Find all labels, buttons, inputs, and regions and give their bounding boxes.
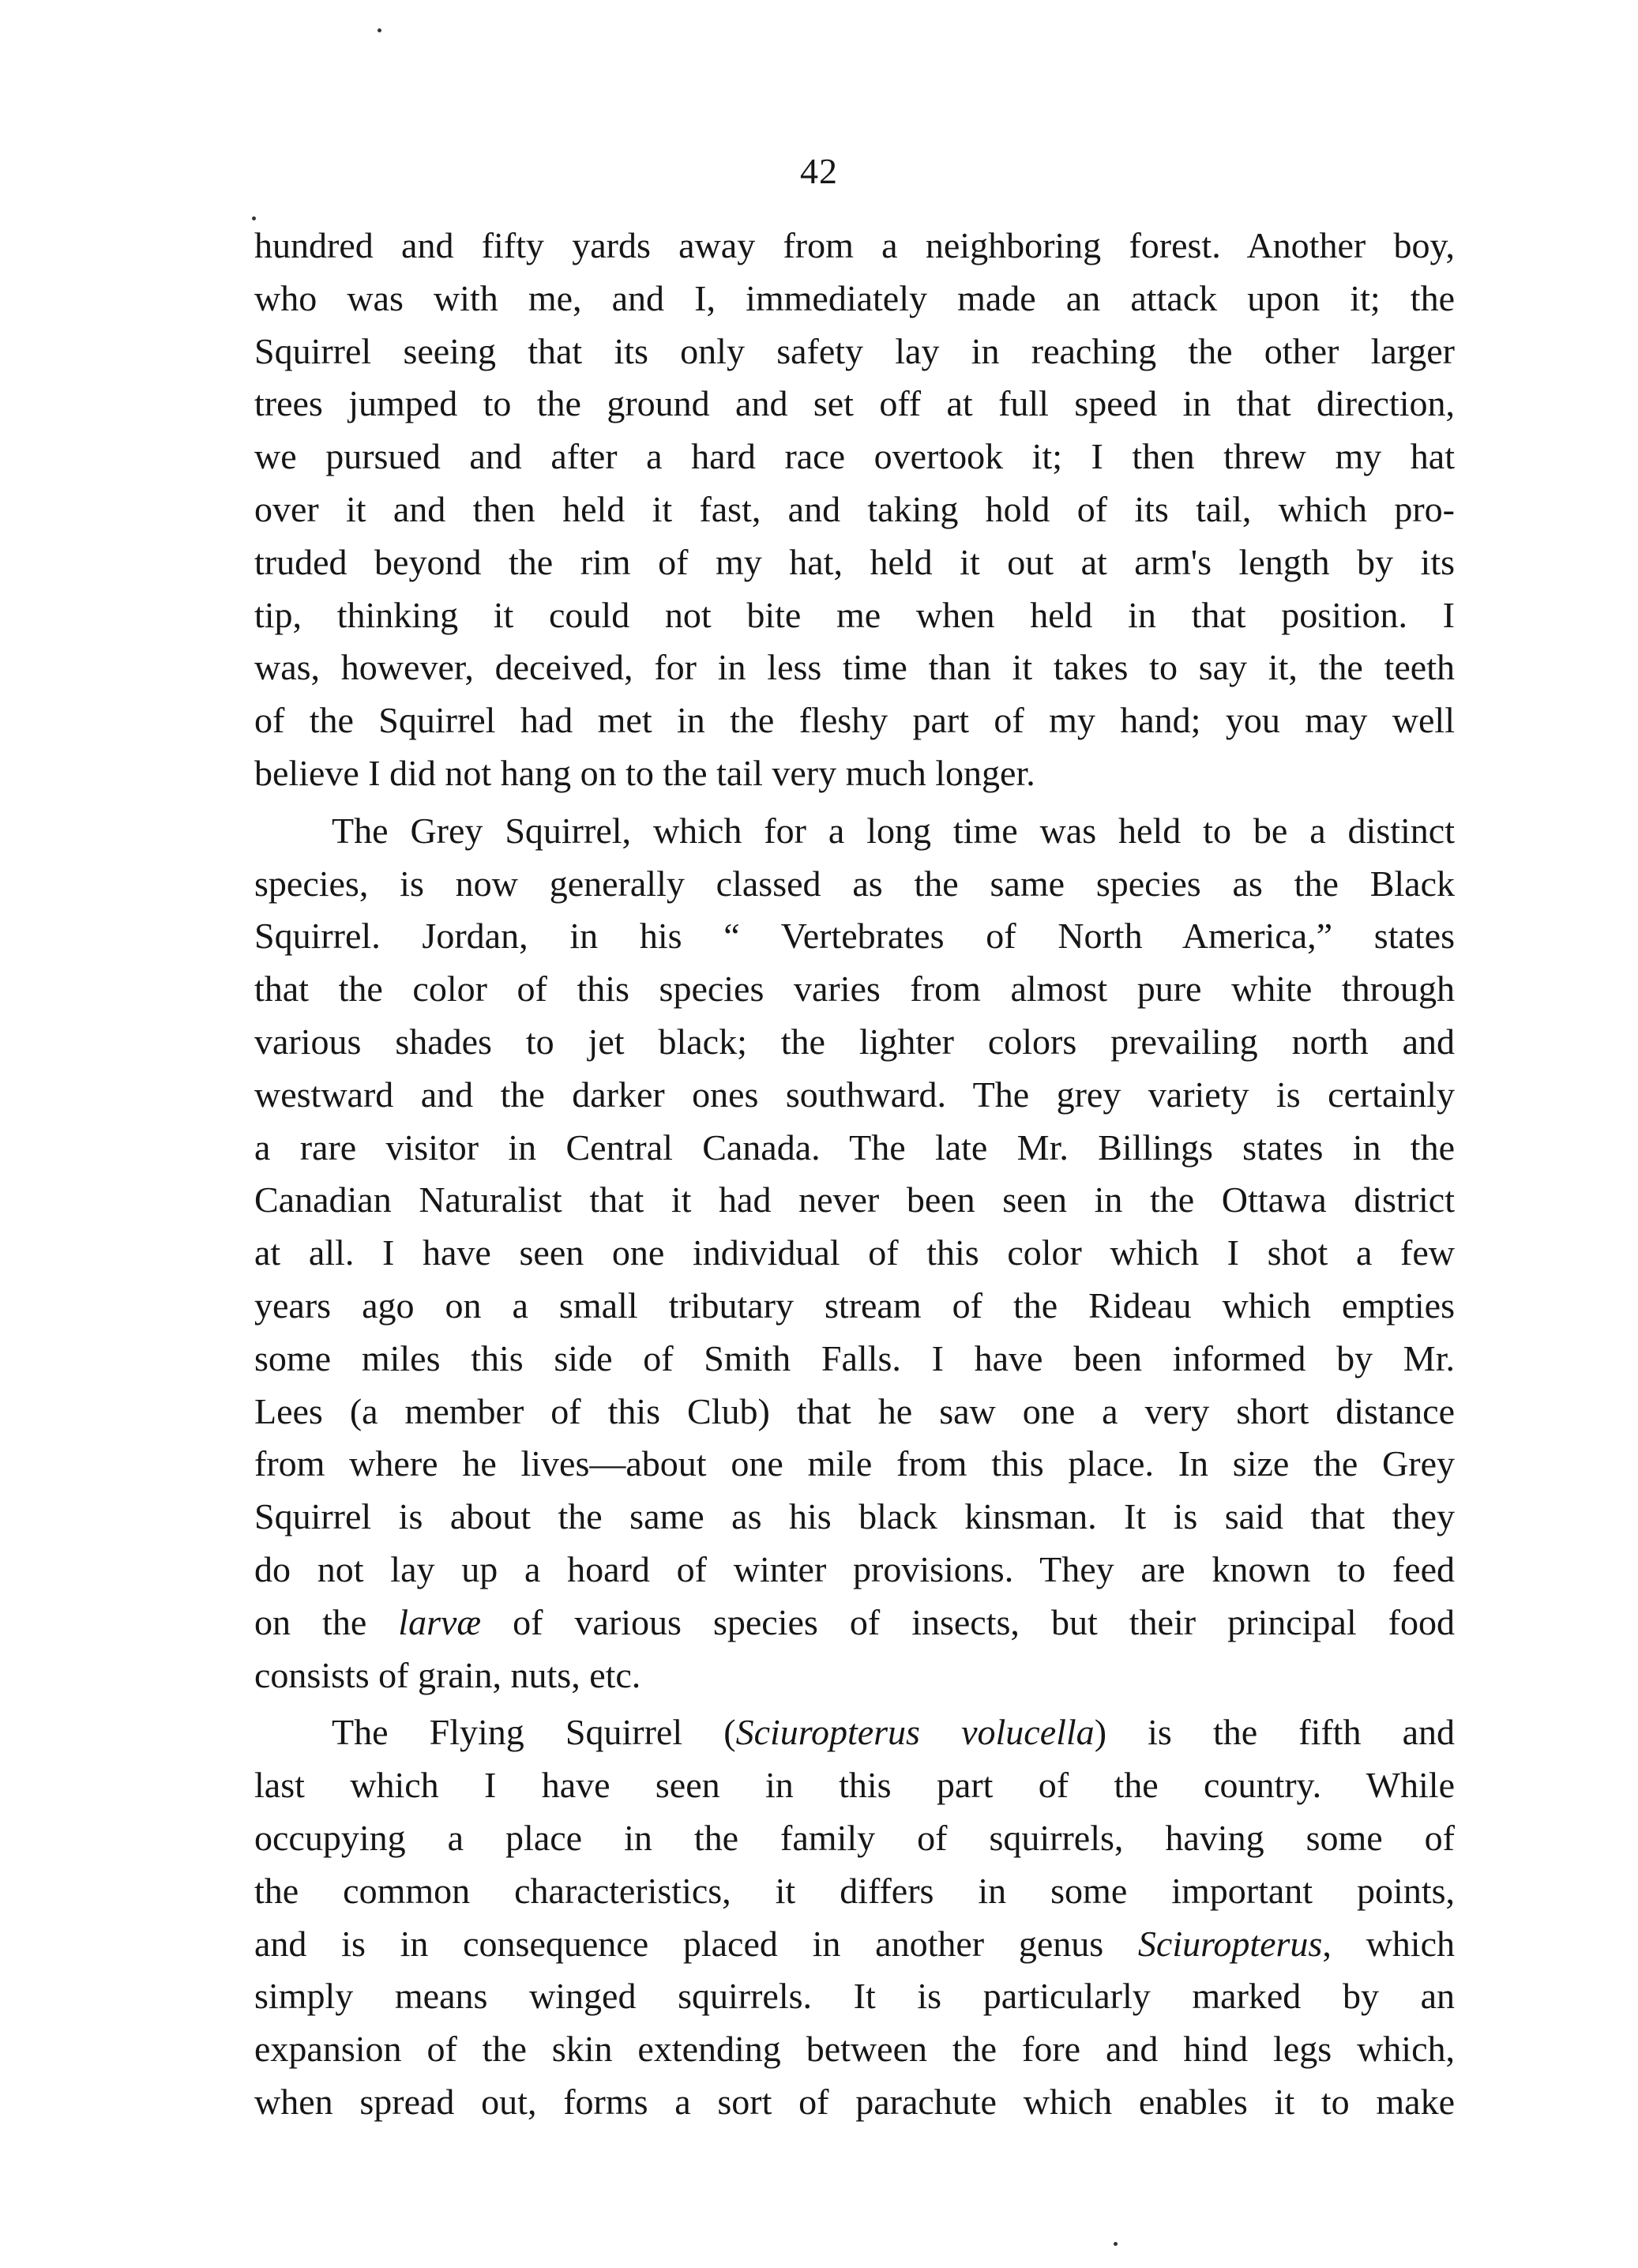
body-text xyxy=(254,220,1455,2129)
text-line: who was with me, and I, immediately made an attack upon it; the xyxy=(254,277,1455,318)
text-line: tip, thinking it could not bite me when held in that position. I xyxy=(254,594,1455,635)
text-line: do not lay up a hoard of winter provisions. They are known to feed xyxy=(254,1548,1455,1589)
text-line: Lees (a member of this Club) that he saw one a very short distance xyxy=(254,1390,1455,1431)
speck-mark xyxy=(1114,2242,1118,2246)
text-line: and is in consequence placed in another genus Sciuropterus, which xyxy=(254,1923,1455,1964)
text-line: species, is now generally classed as the same species as the Black xyxy=(254,863,1455,904)
text-line: we pursued and after a hard race overtook it; I then threw my hat xyxy=(254,436,1455,477)
paragraph xyxy=(254,220,1455,800)
text-line: from where he lives—about one mile from this place. In size the Grey xyxy=(254,1443,1455,1484)
speck-mark xyxy=(378,28,381,32)
text-line: consists of grain, nuts, etc. xyxy=(254,1654,641,1695)
paragraph xyxy=(254,1706,1455,2128)
text-line: some miles this side of Smith Falls. I have been informed by Mr. xyxy=(254,1337,1455,1378)
text-line: Squirrel is about the same as his black kinsman. It is said that they xyxy=(254,1496,1455,1537)
text-line: believe I did not hang on to the tail very much longer. xyxy=(254,752,1035,793)
paragraph xyxy=(254,805,1455,1702)
text-line: on the larvæ of various species of insects, but their principal food xyxy=(254,1601,1455,1642)
text-line: The Grey Squirrel, which for a long time was held to be a distinct xyxy=(332,810,1455,851)
text-line: the common characteristics, it differs in some important points, xyxy=(254,1870,1455,1911)
text-line: hundred and fifty yards away from a neighboring forest. Another boy, xyxy=(254,225,1455,265)
text-line: Squirrel. Jordan, in his “ Vertebrates of North America,” states xyxy=(254,916,1455,957)
text-line: a rare visitor in Central Canada. The late Mr. Billings states in the xyxy=(254,1126,1455,1168)
text-line: years ago on a small tributary stream of the Rideau which empties xyxy=(254,1284,1455,1326)
text-line: expansion of the skin extending between the fore and hind legs which, xyxy=(254,2029,1455,2070)
text-line: westward and the darker ones southward. The grey variety is certainly xyxy=(254,1074,1455,1115)
text-line: at all. I have seen one individual of this color which I shot a few xyxy=(254,1232,1455,1273)
text-line: Canadian Naturalist that it had never been seen in the Ottawa district xyxy=(254,1179,1455,1221)
text-line: trees jumped to the ground and set off at full speed in that direction, xyxy=(254,383,1455,424)
text-line: over it and then held it fast, and taking hold of its tail, which pro- xyxy=(254,488,1455,529)
text-line: of the Squirrel had met in the fleshy part of my hand; you may well xyxy=(254,700,1455,741)
text-line: various shades to jet black; the lighter colors prevailing north and xyxy=(254,1021,1455,1062)
text-line: The Flying Squirrel (Sciuropterus volucella) is the fifth and xyxy=(332,1712,1456,1753)
text-line: that the color of this species varies from almost pure white through xyxy=(254,969,1455,1010)
text-line: was, however, deceived, for in less time than it takes to say it, the teeth xyxy=(254,647,1455,688)
text-line: Squirrel seeing that its only safety lay in reaching the other larger xyxy=(254,330,1455,371)
text-line: occupying a place in the family of squirrels, having some of xyxy=(254,1817,1455,1858)
text-line: when spread out, forms a sort of parachute which enables it to make xyxy=(254,2081,1455,2122)
page-number: 42 xyxy=(800,151,838,191)
text-line: simply means winged squirrels. It is particularly marked by an xyxy=(254,1976,1455,2017)
text-line: truded beyond the rim of my hat, held it out at arm's length by its xyxy=(254,541,1455,582)
text-line: last which I have seen in this part of the country. While xyxy=(254,1765,1455,1806)
